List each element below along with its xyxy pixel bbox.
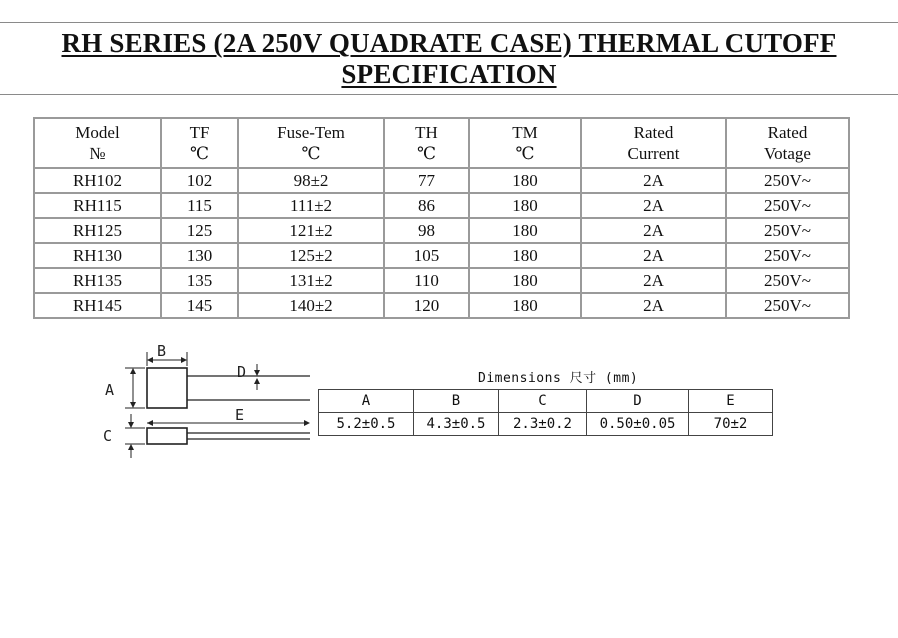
- cell-rated-current: 2A: [581, 268, 726, 293]
- cell-rated-voltage: 250V~: [726, 193, 849, 218]
- cell-tf: 135: [161, 268, 238, 293]
- cell-th: 120: [384, 293, 469, 318]
- cell-tm: 180: [469, 243, 581, 268]
- header-tm: TM ℃: [469, 118, 581, 168]
- header-model: Model №: [34, 118, 161, 168]
- dimensions-caption: Dimensions 尺寸 (mm): [478, 371, 639, 386]
- title-line-2: SPECIFICATION: [341, 59, 557, 89]
- cell-rated-voltage: 250V~: [726, 218, 849, 243]
- cell-rated-voltage: 250V~: [726, 168, 849, 193]
- cell-fuse-tem: 131±2: [238, 268, 384, 293]
- header-tf: TF ℃: [161, 118, 238, 168]
- dim-value-d: 0.50±0.05: [587, 413, 689, 436]
- cell-tm: 180: [469, 268, 581, 293]
- cell-model: RH125: [34, 218, 161, 243]
- cell-rated-current: 2A: [581, 218, 726, 243]
- spec-table: [33, 117, 850, 319]
- cell-rated-voltage: 250V~: [726, 268, 849, 293]
- cell-rated-current: 2A: [581, 193, 726, 218]
- cell-model: RH102: [34, 168, 161, 193]
- cell-tf: 102: [161, 168, 238, 193]
- dim-value-e: 70±2: [689, 413, 773, 436]
- cell-fuse-tem: 121±2: [238, 218, 384, 243]
- dim-header-d: D: [587, 390, 689, 413]
- dim-header-e: E: [689, 390, 773, 413]
- dimensions-header-row: [319, 390, 773, 413]
- header-fuse-tem: Fuse-Tem ℃: [238, 118, 384, 168]
- dim-value-b: 4.3±0.5: [414, 413, 499, 436]
- component-body-side: [147, 428, 187, 444]
- table-row: [34, 193, 849, 218]
- dim-header-a: A: [319, 390, 414, 413]
- cell-model: RH115: [34, 193, 161, 218]
- cell-th: 105: [384, 243, 469, 268]
- dim-header-b: B: [414, 390, 499, 413]
- dimensions-table: [318, 389, 773, 436]
- cell-tm: 180: [469, 168, 581, 193]
- label-c: C: [103, 427, 113, 445]
- dimension-drawing: [95, 340, 317, 465]
- cell-th: 86: [384, 193, 469, 218]
- cell-rated-voltage: 250V~: [726, 243, 849, 268]
- spec-table-header-row: [34, 118, 849, 168]
- header-th: TH ℃: [384, 118, 469, 168]
- label-a: A: [105, 381, 115, 399]
- table-row: [34, 218, 849, 243]
- cell-rated-current: 2A: [581, 168, 726, 193]
- cell-th: 98: [384, 218, 469, 243]
- table-row: [34, 268, 849, 293]
- header-rated-current: Rated Current: [581, 118, 726, 168]
- top-rule: [0, 22, 898, 23]
- table-row: [34, 168, 849, 193]
- cell-model: RH135: [34, 268, 161, 293]
- table-row: [34, 293, 849, 318]
- cell-tm: 180: [469, 218, 581, 243]
- dim-header-c: C: [499, 390, 587, 413]
- cell-rated-current: 2A: [581, 293, 726, 318]
- cell-rated-voltage: 250V~: [726, 293, 849, 318]
- label-b: B: [157, 342, 167, 360]
- table-row: [34, 243, 849, 268]
- cell-rated-current: 2A: [581, 243, 726, 268]
- cell-tf: 115: [161, 193, 238, 218]
- title-line-1: RH SERIES (2A 250V QUADRATE CASE) THERMAL CUTOFF: [61, 28, 837, 58]
- page-title: [0, 28, 898, 90]
- cell-fuse-tem: 140±2: [238, 293, 384, 318]
- cell-tf: 125: [161, 218, 238, 243]
- cell-tf: 145: [161, 293, 238, 318]
- header-rated-voltage: Rated Votage: [726, 118, 849, 168]
- cell-fuse-tem: 125±2: [238, 243, 384, 268]
- label-d: D: [237, 363, 247, 381]
- cell-th: 110: [384, 268, 469, 293]
- cell-fuse-tem: 111±2: [238, 193, 384, 218]
- dimensions-value-row: [319, 413, 773, 436]
- label-e: E: [235, 406, 245, 424]
- cell-th: 77: [384, 168, 469, 193]
- component-body-top: [147, 368, 187, 408]
- cell-tf: 130: [161, 243, 238, 268]
- cell-tm: 180: [469, 293, 581, 318]
- cell-fuse-tem: 98±2: [238, 168, 384, 193]
- dim-value-c: 2.3±0.2: [499, 413, 587, 436]
- title-bottom-rule: [0, 94, 898, 95]
- cell-model: RH145: [34, 293, 161, 318]
- cell-tm: 180: [469, 193, 581, 218]
- cell-model: RH130: [34, 243, 161, 268]
- dim-value-a: 5.2±0.5: [319, 413, 414, 436]
